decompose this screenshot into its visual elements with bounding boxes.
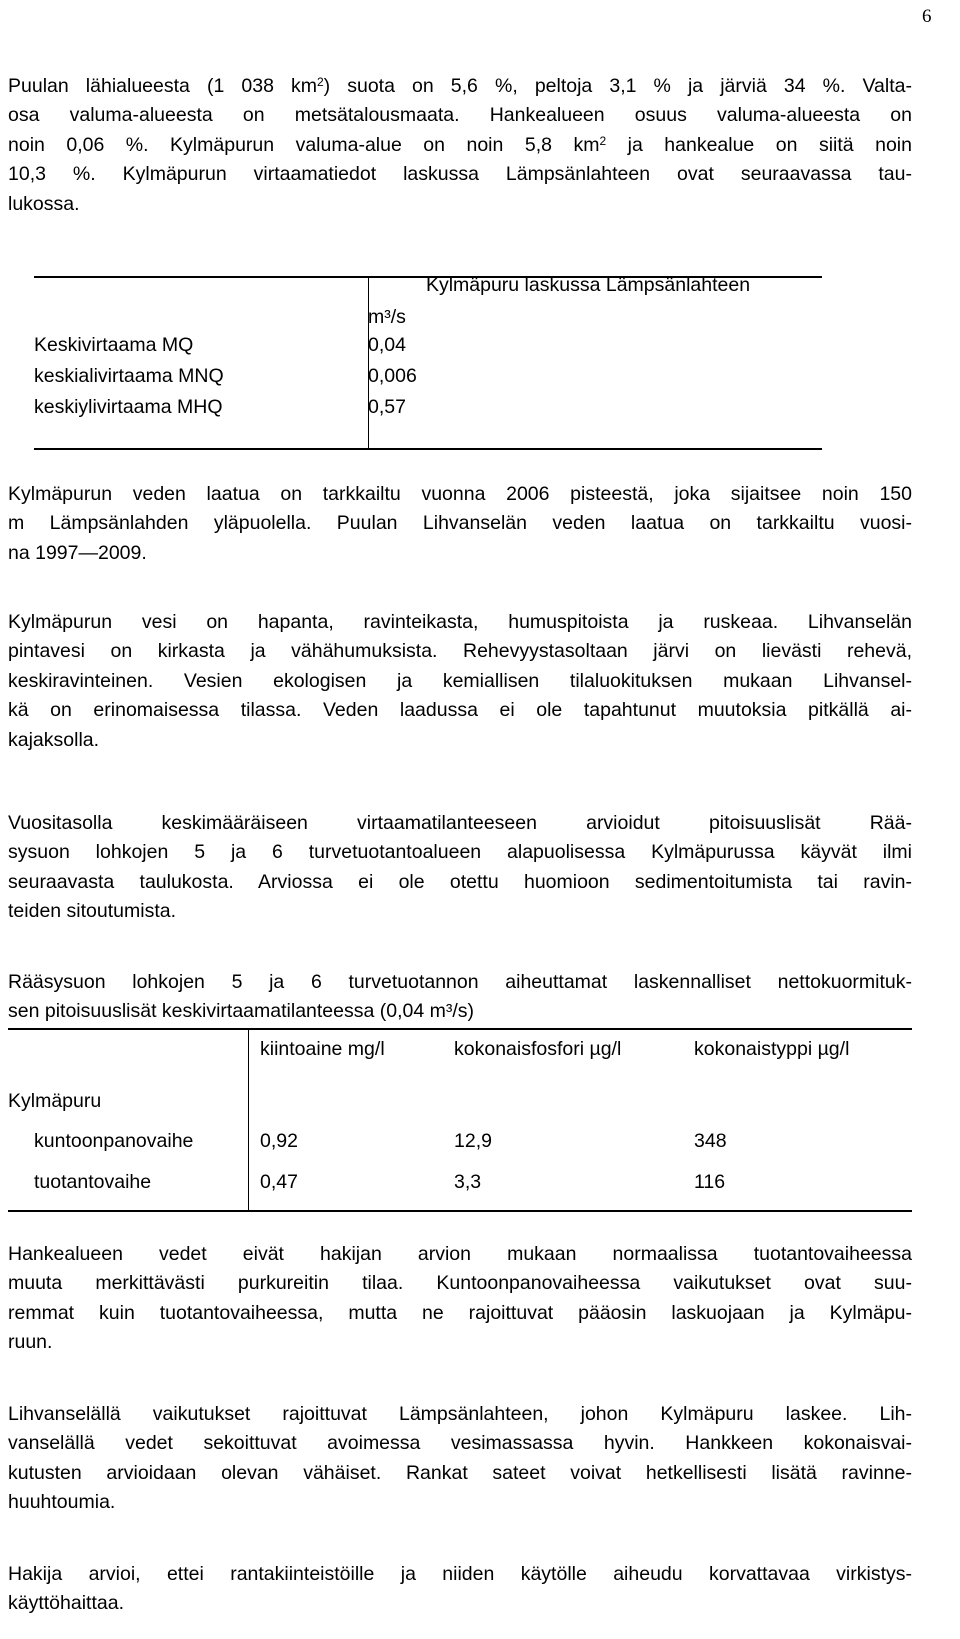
text-line: Kylmäpurun vesi on hapanta, ravinteikasta, humuspitoista ja ruskeaa. Lihvanselän	[8, 611, 912, 633]
flow-row-label: keskialivirtaama MNQ	[34, 365, 224, 387]
cell-value: 3,3	[454, 1171, 482, 1193]
table-rule-bottom	[34, 448, 822, 450]
flow-row-label: Keskivirtaama MQ	[34, 334, 194, 356]
text-line: Hankealueen vedet eivät hakijan arvion mukaan normaalissa tuotantovaiheessa	[8, 1243, 912, 1265]
text-line: huuhtoumia.	[8, 1491, 116, 1514]
body-paragraph	[8, 480, 912, 568]
column-header: kokonaisfosfori µg/l	[454, 1038, 622, 1060]
body-paragraph	[8, 1240, 912, 1358]
body-paragraph	[8, 608, 912, 755]
text-line: Kylmäpurun veden laatua on tarkkailtu vuonna 2006 pisteestä, joka sijaitsee noin 150	[8, 483, 912, 505]
text-line: Vuositasolla keskimääräiseen virtaamatilanteeseen arvioidut pitoisuuslisät Rää-	[8, 812, 912, 834]
page-number: 6	[922, 6, 932, 27]
text-line: na 1997—2009.	[8, 541, 147, 564]
column-header: kiintoaine mg/l	[260, 1038, 385, 1060]
body-paragraph	[8, 1400, 912, 1518]
text-line: sen pitoisuuslisät keskivirtaamatilanteessa (0,04 m³/s)	[8, 1000, 475, 1023]
flow-row-value: 0,006	[368, 365, 417, 387]
row-label: kuntoonpanovaihe	[34, 1130, 194, 1152]
table-column-divider	[248, 1028, 249, 1212]
text-line: lukossa.	[8, 192, 80, 215]
text-line: sysuon lohkojen 5 ja 6 turvetuotantoalueen alapuolisessa Kylmäpurussa käyvät ilmi	[8, 841, 912, 864]
text-line: noin 0,06 %. Kylmäpurun valuma-alue on noin 5,8 $km^2$ ja hankealue on siitä noin	[8, 133, 912, 156]
flow-row-value: 0,04	[368, 334, 406, 356]
flow-table	[34, 276, 822, 450]
row-label: tuotantovaihe	[34, 1171, 152, 1193]
intro-paragraph	[8, 72, 912, 219]
cell-value: 0,92	[260, 1130, 298, 1152]
cell-value: 348	[694, 1130, 727, 1152]
text-line: remmat kuin tuotantovaiheessa, mutta ne rajoittuvat pääosin laskuojaan ja Kylmäpu-	[8, 1301, 912, 1324]
flow-table-unit: m³/s	[368, 306, 406, 328]
table-rule-top	[8, 1028, 912, 1030]
text-line: kä on erinomaisessa tilassa. Veden laadussa ei ole tapahtunut muutoksia pitkällä ai-	[8, 699, 912, 722]
text-line: m Lämpsänlahden yläpuolella. Puulan Lihvanselän veden laatua on tarkkailtu vuosi-	[8, 512, 912, 535]
row-group-label: Kylmäpuru	[8, 1090, 102, 1112]
column-header: kokonaistyppi µg/l	[694, 1038, 850, 1060]
flow-table-header: Kylmäpuru laskussa Lämpsänlahteen	[425, 274, 751, 296]
load-table-title	[8, 968, 912, 1027]
text-line: pintavesi on kirkasta ja vähähumuksista. Rehevyystasoltaan järvi on lievästi rehevä,	[8, 640, 912, 663]
text-line: Lihvanselällä vaikutukset rajoittuvat Lämpsänlahteen, johon Kylmäpuru laskee. Lih-	[8, 1403, 912, 1425]
text-line: muuta merkittävästi purkureitin tilaa. Kuntoonpanovaiheessa vaikutukset ovat suu-	[8, 1272, 912, 1295]
text-line: käyttöhaittaa.	[8, 1592, 124, 1615]
cell-value: 0,47	[260, 1171, 298, 1193]
text-line: keskiravinteinen. Vesien ekologisen ja kemiallisen tilaluokituksen mukaan Lihvansel-	[8, 669, 912, 692]
cell-value: 12,9	[454, 1130, 492, 1152]
load-table	[8, 1028, 912, 1212]
text-line: 10,3 %. Kylmäpurun virtaamatiedot laskussa Lämpsänlahteen ovat seuraavassa tau-	[8, 163, 912, 186]
text-line: seuraavasta taulukosta. Arviossa ei ole otettu huomioon sedimentoitumista tai ravin-	[8, 870, 912, 893]
text-line: Rääsysuon lohkojen 5 ja 6 turvetuotannon aiheuttamat laskennalliset nettokuormituk-	[8, 971, 912, 993]
flow-row-value: 0,57	[368, 396, 406, 418]
text-line: osa valuma-alueesta on metsätalousmaata. Hankealueen osuus valuma-alueesta on	[8, 104, 912, 127]
cell-value: 116	[694, 1171, 726, 1193]
body-paragraph	[8, 809, 912, 927]
body-paragraph	[8, 1560, 912, 1619]
flow-row-label: keskiylivirtaama MHQ	[34, 396, 223, 418]
text-line: Hakija arvioi, ettei rantakiinteistöille ja niiden käytölle aiheudu korvattavaa virkistys-	[8, 1563, 912, 1585]
text-line: kajaksolla.	[8, 728, 100, 751]
text-line: ruun.	[8, 1331, 53, 1354]
text-line: kutusten arvioidaan olevan vähäiset. Rankat sateet voivat hetkellisesti lisätä ravinne-	[8, 1461, 912, 1484]
table-rule-bottom	[8, 1210, 912, 1212]
text-line: teiden sitoutumista.	[8, 900, 177, 923]
text-line: Puulan lähialueesta (1 038 $km^2$) suota on 5,6 %, peltoja 3,1 % ja järviä 34 %. Valta-	[8, 75, 912, 97]
text-line: vanselällä vedet sekoittuvat avoimessa vesimassassa hyvin. Hankkeen kokonaisvai-	[8, 1432, 912, 1455]
